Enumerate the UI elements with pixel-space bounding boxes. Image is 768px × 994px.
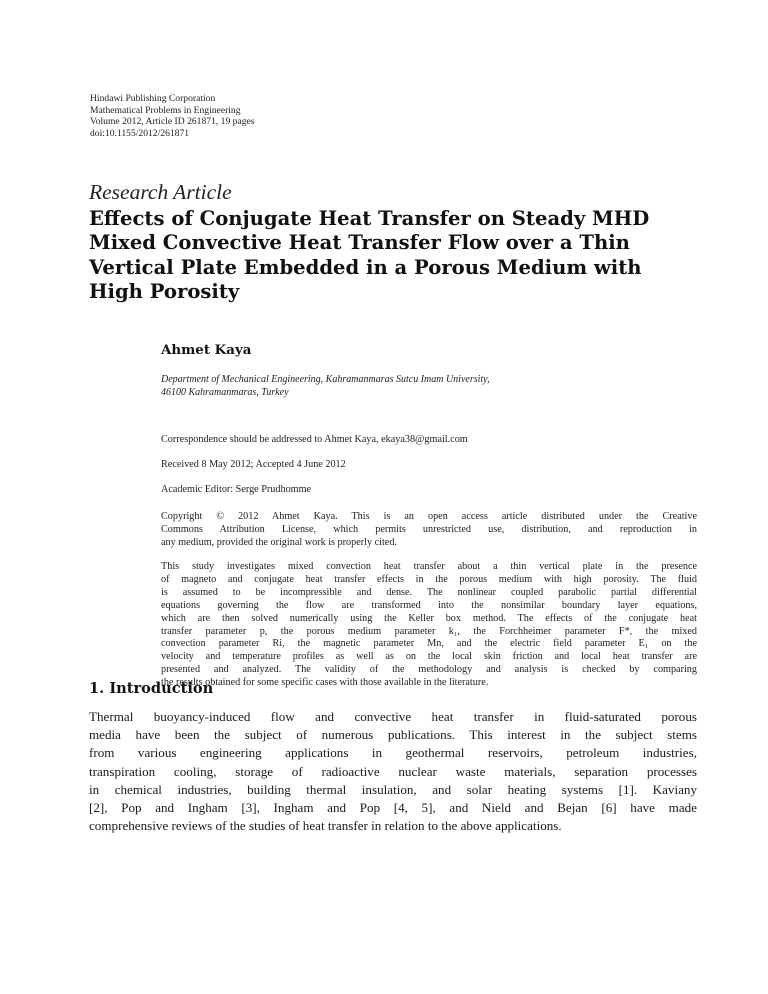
affiliation-line: 46100 Kahramanmaras, Turkey xyxy=(161,387,289,398)
volume-line: Volume 2012, Article ID 261871, 19 pages xyxy=(90,116,255,128)
title-line: Vertical Plate Embedded in a Porous Medium with xyxy=(89,255,642,279)
intro-line: Thermal buoyancy-induced flow and convective heat transfer in fluid-saturated porous xyxy=(89,709,697,724)
abstract-line: presented and analyzed. The validity of the methodology and analysis is checked by comparing xyxy=(161,664,697,676)
copyright-line: Commons Attribution License, which permits unrestricted use, distribution, and reproduction in xyxy=(161,523,697,535)
intro-line: media have been the subject of numerous publications. This interest in the subject stems xyxy=(89,727,697,743)
abstract-line: velocity and temperature profiles as well as on the local skin friction and local heat transfer are xyxy=(161,651,697,663)
affiliation-line: Department of Mechanical Engineering, Kahramanmaras Sutcu Imam University, xyxy=(161,374,490,385)
author-name: Ahmet Kaya xyxy=(161,342,252,358)
copyright-notice xyxy=(161,511,697,550)
abstract-line: transfer parameter p, the porous medium parameter k₁, the Forchheimer parameter F*, the mixed xyxy=(161,625,697,637)
abstract-line: of magneto and conjugate heat transfer effects in the porous medium with high porosity. The fluid xyxy=(161,573,697,585)
paper-title xyxy=(89,207,689,305)
abstract-line: This study investigates mixed convection heat transfer about a thin vertical plate in the presence xyxy=(161,561,697,572)
copyright-line: any medium, provided the original work is properly cited. xyxy=(161,536,397,548)
abstract-line: is assumed to be incompressible and dense. The nonlinear coupled parabolic partial differential xyxy=(161,586,697,598)
publisher-line: Hindawi Publishing Corporation xyxy=(90,93,216,104)
received-line: Received 8 May 2012; Accepted 4 June 2012 xyxy=(161,459,346,470)
intro-line: [2], Pop and Ingham [3], Ingham and Pop [4, 5], and Nield and Bejan [6] have made xyxy=(89,800,697,816)
abstract-line: the results obtained for some specific cases with those available in the literature. xyxy=(161,677,489,689)
title-line: Mixed Convective Heat Transfer Flow over a Thin xyxy=(89,231,630,255)
intro-line: in chemical industries, building thermal insulation, and solar heating systems [1]. Kaviany xyxy=(89,781,697,797)
journal-header xyxy=(90,93,255,139)
section-heading: 1. Introduction xyxy=(89,680,214,697)
article-type: Research Article xyxy=(89,180,232,204)
copyright-line: Copyright © 2012 Ahmet Kaya. This is an open access article distributed under the Creative xyxy=(161,511,697,522)
affiliation xyxy=(161,373,490,399)
intro-line: transpiration cooling, storage of radioactive nuclear waste materials, separation processes xyxy=(89,763,697,779)
title-line: High Porosity xyxy=(89,280,240,304)
intro-line: from various engineering applications in geothermal reservoirs, petroleum industries, xyxy=(89,745,697,761)
abstract xyxy=(161,561,697,690)
academic-editor-line: Academic Editor: Serge Prudhomme xyxy=(161,484,312,495)
intro-line: comprehensive reviews of the studies of heat transfer in relation to the above applications. xyxy=(89,818,562,834)
introduction-paragraph xyxy=(89,708,697,835)
title-line: Effects of Conjugate Heat Transfer on Steady MHD xyxy=(89,207,650,230)
correspondence-line: Correspondence should be addressed to Ahmet Kaya, ekaya38@gmail.com xyxy=(161,434,468,445)
abstract-line: convection parameter Ri, the magnetic parameter Mn, and the electric field parameter E₁ on the xyxy=(161,638,697,650)
journal-name-line: Mathematical Problems in Engineering xyxy=(90,104,241,116)
doi-line: doi:10.1155/2012/261871 xyxy=(90,127,190,139)
abstract-line: which are then solved numerically using the Keller box method. The effects of the conjugate heat xyxy=(161,612,697,624)
abstract-line: equations governing the flow are transformed into the nonsimilar boundary layer equations, xyxy=(161,599,697,611)
